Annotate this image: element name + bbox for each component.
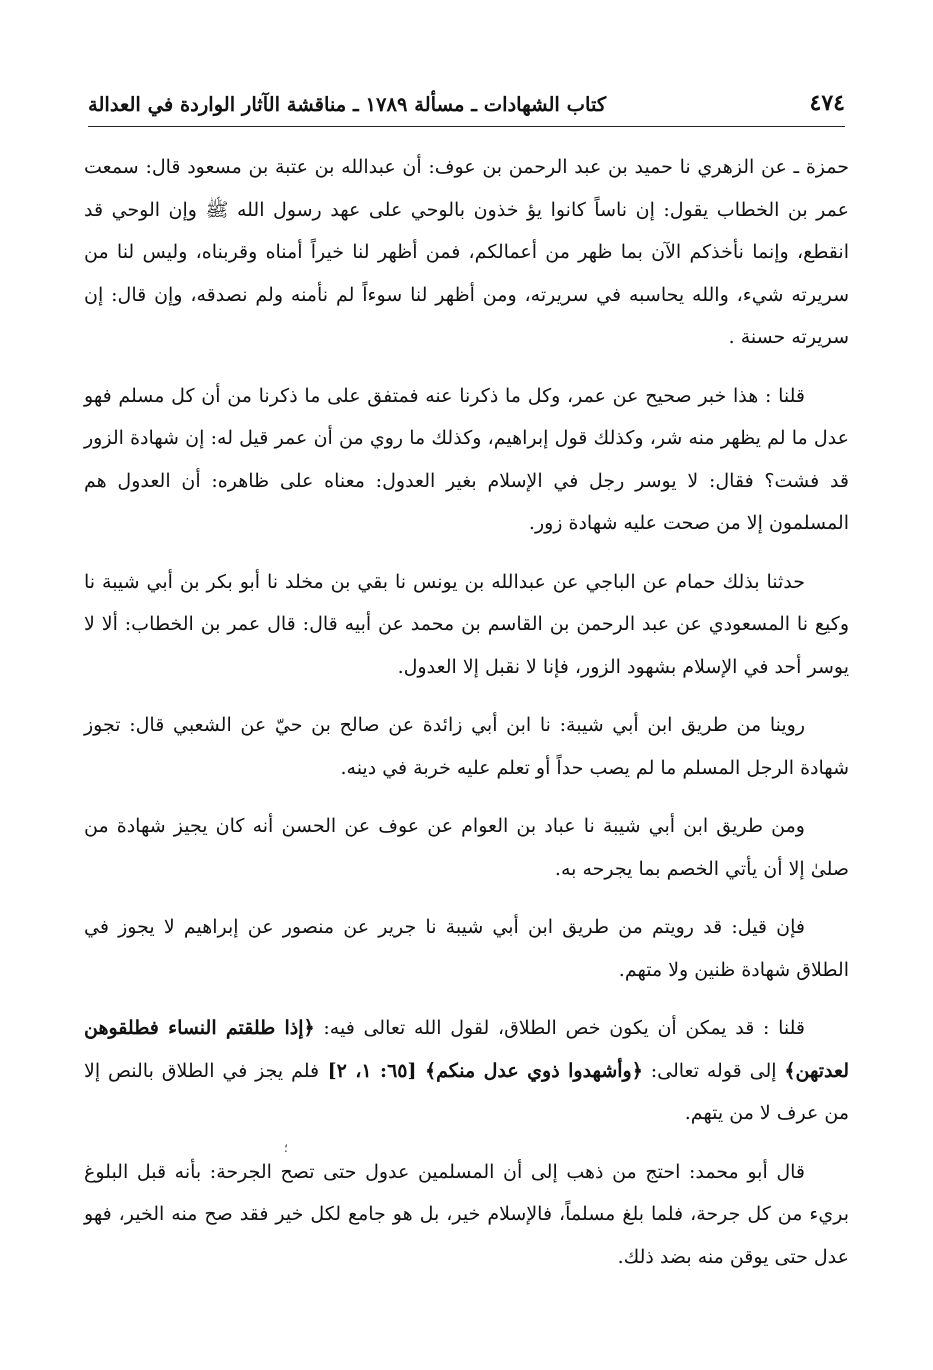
quran-quote-2: ﴿وأشهدوا ذوي عدل منكم﴾ <box>424 1059 643 1082</box>
verse-reference: [٦٥: ١، ٢] <box>319 1059 425 1082</box>
paragraph-2: قلنا : هذا خبر صحيح عن عمر، وكل ما ذكرنا عنه فمتفق على ما ذكرنا من أن كل مسلم فهو عدل ما لم يظهر منه شر، وكذلك قول إبراهيم، وكذلك ما روي من أن عمر قيل له: إن شهادة الزور قد فشت؟ فقال: لا يوسر رجل في الإسلام بغير العدول: معناه على ظاهره: أن العدول هم المسلمون إلا من صحت عليه شهادة زور. <box>84 384 849 534</box>
page-header <box>88 78 845 116</box>
paragraph-8: قال أبو محمد: احتج من ذهب إلى أن المسلمين عدول حتى تصح الجرحة: بأنه قبل البلوغ بريء من كل جرحة، فلما بلغ مسلماً، فالإسلام خير، بل هو جامع لكل خير فقد صح منه الخير، فهو عدل حتى يوقن منه بضد ذلك. <box>84 1160 849 1268</box>
header-rule <box>88 126 845 127</box>
paragraph-7 <box>84 1007 849 1135</box>
paragraph-5: ومن طريق ابن أبي شيبة نا عباد بن العوام عن عوف عن الحسن أنه كان يجيز شهادة من صلىٰ إلا أن يأتي الخصم بما يجرحه به. <box>84 815 849 880</box>
page-number: ٤٧٤ <box>809 90 845 116</box>
quran-quote-1: ﴿إذا طلقتم النساء فطلقوهن لعدتهن﴾ <box>84 1017 849 1082</box>
running-title: كتاب الشهادات ـ مسألة ١٧٨٩ ـ مناقشة الآثار الواردة في العدالة <box>88 93 607 116</box>
paragraph-3: حدثنا بذلك حمام عن الباجي عن عبدالله بن يونس نا بقي بن مخلد نا أبو بكر بن أبي شيبة نا وكيع نا المسعودي عن عبد الرحمن بن القاسم بن محمد عن أبيه قال: قال عمر بن الخطاب: ألا لا يوسر أحد في الإسلام بشهود الزور، فإنا لا نقبل إلا العدول. <box>84 570 849 678</box>
paragraph-7-text-a: قلنا : قد يمكن أن يكون خص الطلاق، لقول الله تعالى فيه: <box>314 1017 805 1039</box>
paragraph-1: حمزة ـ عن الزهري نا حميد بن عبد الرحمن بن عوف: أن عبدالله بن عتبة بن مسعود قال: سمعت عمر بن الخطاب يقول: إن ناساً كانوا يؤ خذون بالوحي على عهد رسول الله ﷺ وإن الوحي قد انقطع، وإنما نأخذكم الآن بما ظهر من أعمالكم، فمن أظهر لنا خيراً أمناه وقربناه، وليس لنا من سريرته شيء، والله يحاسبه في سريرته، ومن أظهر لنا سوءاً لم نأمنه ولم نصدقه، وإن قال: إن سريرته حسنة . <box>84 156 849 348</box>
stray-mark: ؛ <box>284 1141 288 1155</box>
paragraph-7-text-c: فلم يجز في الطلاق بالنص إلا من عرف لا من يتهم. <box>84 1059 849 1124</box>
paragraph-4: روينا من طريق ابن أبي شيبة: نا ابن أبي زائدة عن صالح بن حيّ عن الشعبي قال: تجوز شهادة الرجل المسلم ما لم يصب حداً أو تعلم عليه خربة في دينه. <box>84 714 849 779</box>
paragraph-6: فإن قيل: قد رويتم من طريق ابن أبي شيبة نا جرير عن منصور عن إبراهيم لا يجوز في الطلاق شهادة ظنين ولا متهم. <box>84 916 849 981</box>
paragraph-7-text-b: إلى قوله تعالى: <box>642 1059 785 1082</box>
page-body <box>84 146 849 1330</box>
